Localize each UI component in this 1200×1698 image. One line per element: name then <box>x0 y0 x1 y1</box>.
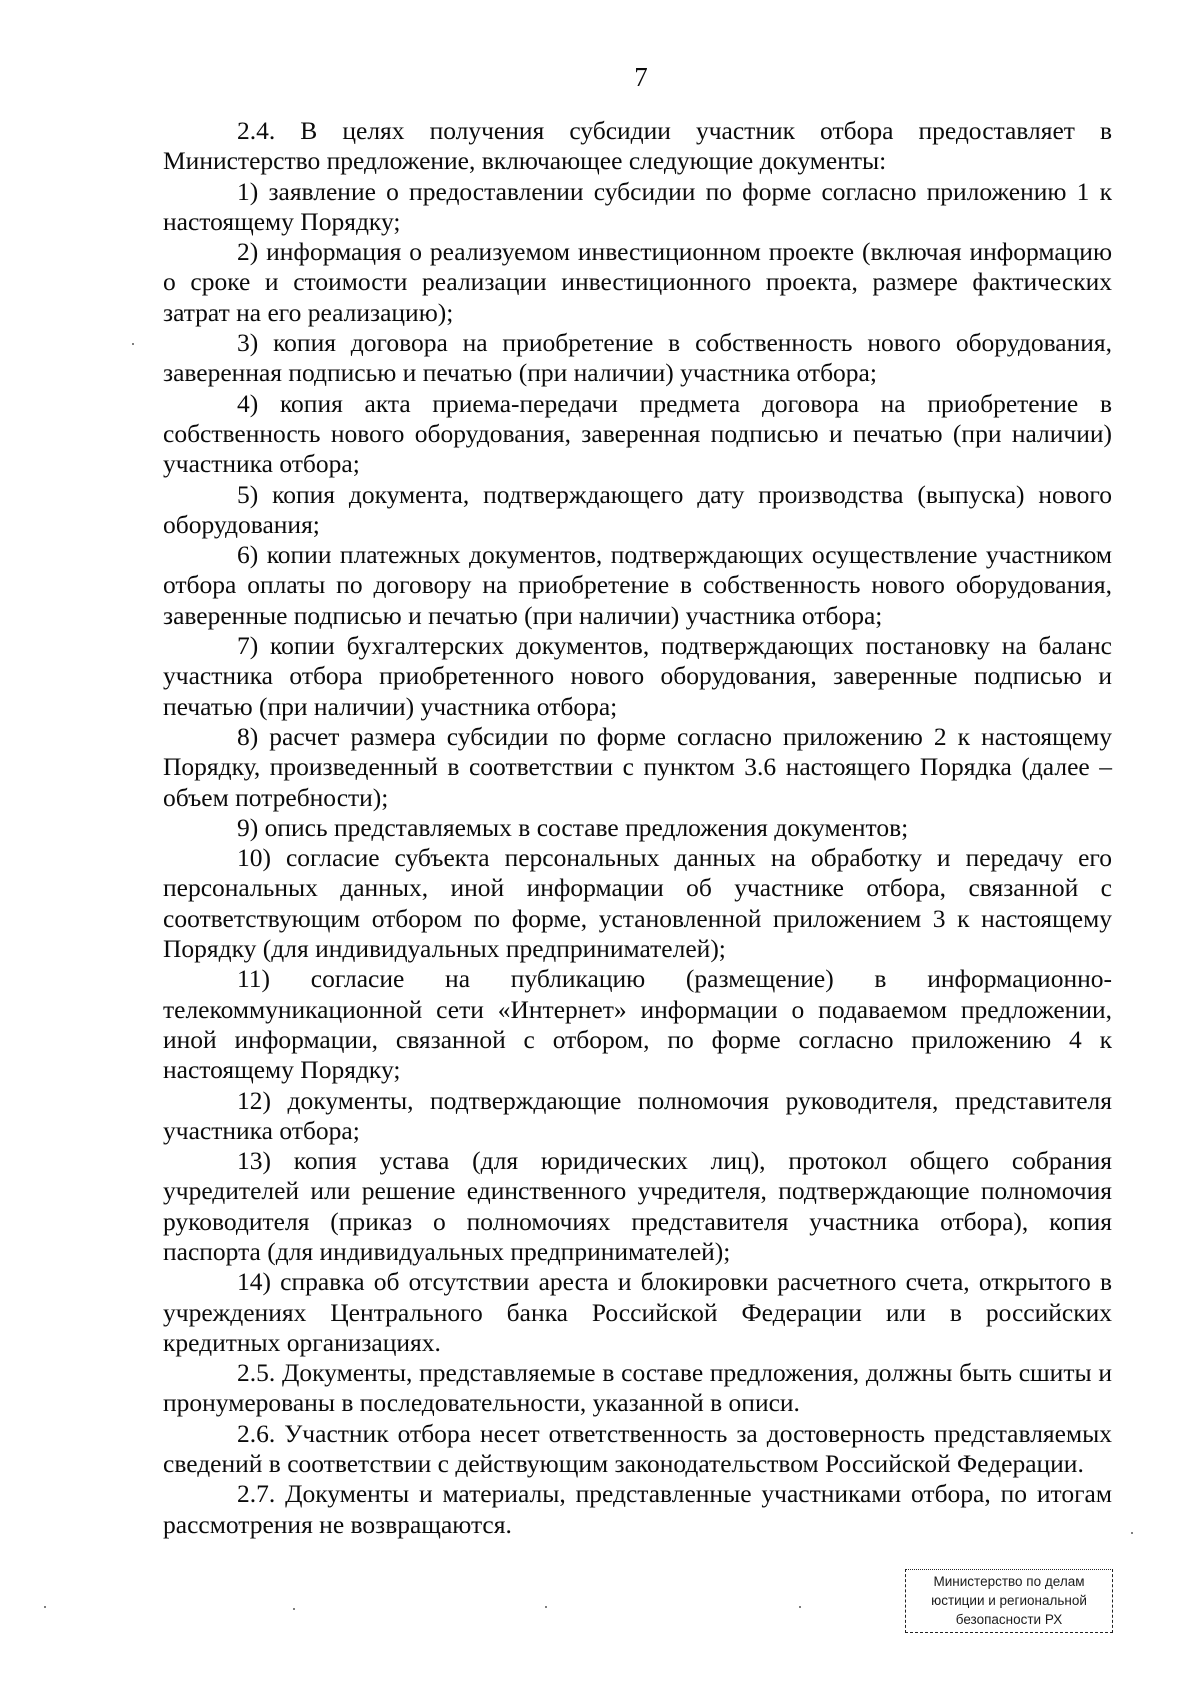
document-body <box>163 116 1112 1540</box>
list-item-5: 5) копия документа, подтверждающего дату производства (выпуска) нового оборудования; <box>163 479 1112 539</box>
list-item-4: 4) копия акта приема-передачи предмета договора на приобретение в собственность нового оборудования, заверенная подписью и печатью (при наличии) участника отбора; <box>163 388 1112 479</box>
list-item-13: 13) копия устава (для юридических лиц), протокол общего собрания учредителей или решение единственного учредителя, подтверждающие полномочия руководителя (приказ о полномочиях представителя участника отбора), копия паспорта (для индивидуальных предпринимателей); <box>163 1146 1112 1266</box>
list-item-14: 14) справка об отсутствии ареста и блокировки расчетного счета, открытого в учреждениях Центрального банка Российской Федерации или в российских кредитных организациях. <box>163 1267 1112 1357</box>
scan-speck <box>44 1606 46 1608</box>
stamp-line-3: безопасности РХ <box>955 1612 1063 1627</box>
scan-speck <box>1131 1532 1133 1534</box>
scan-speck <box>545 1606 547 1608</box>
paragraph-2-7: 2.7. Документы и материалы, представленные участниками отбора, по итогам рассмотрения не возвращаются. <box>163 1479 1112 1539</box>
scan-speck <box>293 1608 295 1610</box>
list-item-12: 12) документы, подтверждающие полномочия руководителя, представителя участника отбора; <box>163 1085 1112 1145</box>
stamp-line-2: юстиции и региональной <box>931 1593 1087 1608</box>
list-item-7: 7) копии бухгалтерских документов, подтверждающих постановку на баланс участника отбора приобретенного нового оборудования, заверенные подписью и печатью (при наличии) участника отбора; <box>163 631 1112 721</box>
list-item-10: 10) согласие субъекта персональных данных на обработку и передачу его персональных данных, иной информации об участнике отбора, связанной с соответствующим отбором по форме, установленной приложением 3 к настоящему Порядку (для индивидуальных предпринимателей); <box>163 843 1112 964</box>
list-item-2: 2) информация о реализуемом инвестиционном проекте (включая информацию о сроке и стоимости реализации инвестиционного проекта, размере фактических затрат на его реализацию); <box>163 237 1112 327</box>
scan-speck <box>132 343 134 345</box>
list-item-3: 3) копия договора на приобретение в собственность нового оборудования, заверенная подписью и печатью (при наличии) участника отбора; <box>163 328 1112 388</box>
list-item-8: 8) расчет размера субсидии по форме согласно приложению 2 к настоящему Порядку, произведенный в соответствии с пунктом 3.6 настоящего Порядка (далее – объем потребности); <box>163 721 1112 812</box>
list-item-9: 9) опись представляемых в составе предложения документов; <box>237 812 909 842</box>
paragraph-2-4: 2.4. В целях получения субсидии участник отбора предоставляет в Министерство предложение, включающее следующие документы: <box>163 116 1112 176</box>
ministry-stamp <box>905 1569 1113 1633</box>
paragraph-2-5: 2.5. Документы, представляемые в составе предложения, должны быть сшиты и пронумерованы в последовательности, указанной в описи. <box>163 1358 1112 1418</box>
stamp-line-1: Министерство по делам <box>933 1574 1085 1589</box>
paragraph-2-6: 2.6. Участник отбора несет ответственность за достоверность представляемых сведений в соответствии с действующим законодательством Российской Федерации. <box>163 1418 1112 1479</box>
list-item-6: 6) копии платежных документов, подтверждающих осуществление участником отбора оплаты по договору на приобретение в собственность нового оборудования, заверенные подписью и печатью (при наличии) участника отбора; <box>163 540 1112 630</box>
page-number: 7 <box>634 62 648 92</box>
list-item-1: 1) заявление о предоставлении субсидии по форме согласно приложению 1 к настоящему Порядку; <box>163 176 1112 236</box>
scan-speck <box>799 1606 801 1608</box>
list-item-11: 11) согласие на публикацию (размещение) в информационно-телекоммуникационной сети «Интернет» информации о подаваемом предложении, иной информации, связанной с отбором, по форме согласно приложению 4 к настоящему Порядку; <box>163 964 1112 1085</box>
